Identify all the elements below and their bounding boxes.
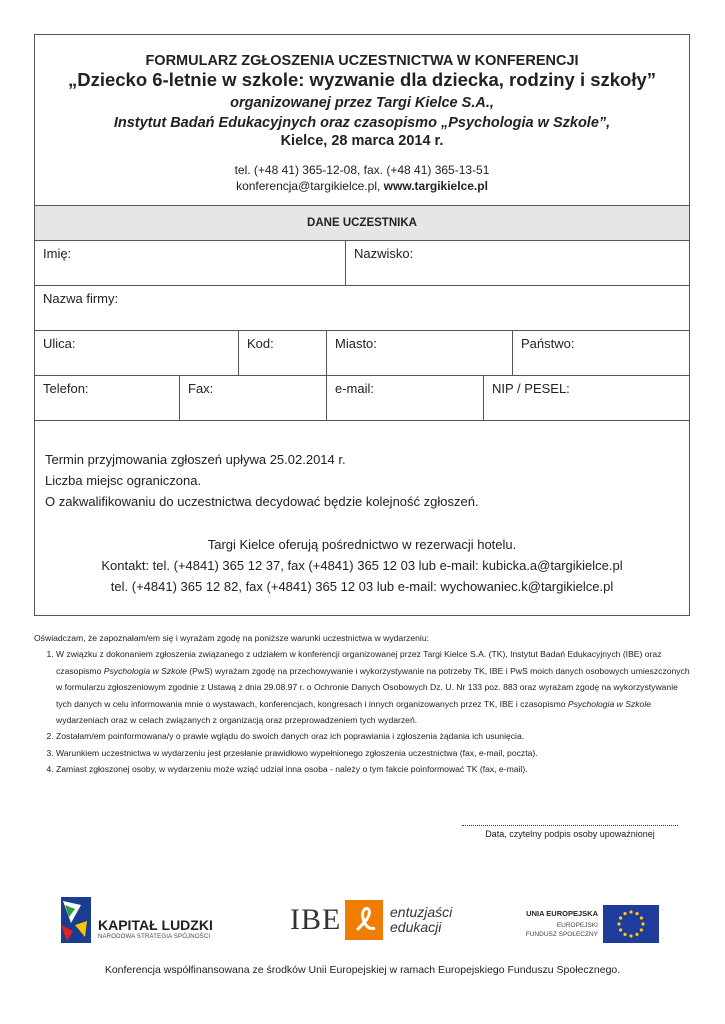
contact-email-web <box>35 179 689 193</box>
term-item: 2. Zostałam/em poinformowana/y o prawie wglądu do swoich danych oraz ich poprawiania i zgłoszenia żądania ich usunięcia. <box>56 728 694 744</box>
row-address <box>35 331 689 376</box>
field-city[interactable]: Miasto: <box>327 331 513 375</box>
registration-info <box>45 449 479 512</box>
contact-website[interactable]: www.targikielce.pl <box>383 179 488 193</box>
row-company <box>35 286 689 331</box>
signature-line[interactable] <box>462 825 678 826</box>
ibe-logo-text: IBE <box>290 903 342 936</box>
signature-caption: Data, czytelny podpis osoby upoważnionej <box>485 829 655 839</box>
kapital-ludzki-title: KAPITAŁ LUDZKI <box>98 917 213 933</box>
contact-email[interactable]: konferencja@targikielce.pl, <box>236 179 384 193</box>
field-country[interactable]: Państwo: <box>521 336 575 351</box>
eu-title: UNIA EUROPEJSKA <box>526 909 598 918</box>
info-limited: Liczba miejsc ograniczona. <box>45 473 202 488</box>
field-email[interactable]: e-mail: <box>327 376 484 420</box>
term-item: 4. Zamiast zgłoszonej osoby, w wydarzeniu może wziąć udział inna osoba - należy o tym fakcie poinformować TK (fax, e-mail). <box>56 761 694 777</box>
place-date: Kielce, 28 marca 2014 r. <box>280 133 444 149</box>
field-first-name[interactable]: Imię: <box>35 241 346 285</box>
field-company[interactable]: Nazwa firmy: <box>43 291 119 306</box>
kapital-ludzki-subtitle: NARODOWA STRATEGIA SPÓJNOŚCI <box>98 934 211 940</box>
conference-title: „Dziecko 6-letnie w szkole: wyzwanie dla dziecka, rodziny i szkoły” <box>67 69 657 90</box>
hotel-line-3: tel. (+4841) 365 12 82, fax (+4841) 365 12 03 lub e-mail: wychowaniec.k@targikielce.pl <box>110 579 614 594</box>
section-title: DANE UCZESTNIKA <box>35 205 689 241</box>
application-form-frame <box>34 34 690 616</box>
logos-bar <box>0 895 725 955</box>
eu-fund-text: EUROPEJSKI FUNDUSZ SPOŁECZNY <box>525 922 598 938</box>
ibe-logo-icon <box>345 900 383 940</box>
entuzjasci-edukacji-text: entuzjaści edukacji <box>390 904 453 935</box>
term-item: 1. W związku z dokonaniem zgłoszenia związanego z udziałem w konferencji organizowanej przez Targi Kielce S.A. (TK), Instytut Badań Edukacyjnych (IBE) oraz czasopismo Psychologia w Szkole (PwS) wyrażam zgodę na przechowywanie i wykorzystywanie na potrzeby TK, IBE i PwS moich danych osobowych umieszczonych w formularzu zgłoszeniowym zgodnie z Ustawą z dnia 29.08.97 r. o Ochronie Danych Osobowych Dz. U. Nr 133 poz. 883 oraz wyrażam zgodę na wykorzystywanie tych danych w celu informowania mnie o wystawach, konferencjach, kongresach i innych organizowanych przez TK, IBE i czasopismo Psychologia w Szkole wydarzeniach oraz w celach związanych z organizacją oraz przeprowadzeniem tych wydarzeń. <box>56 646 694 728</box>
row-contact <box>35 376 689 421</box>
info-order: O zakwalifikowaniu do uczestnictwa decydować będzie kolejność zgłoszeń. <box>45 494 479 509</box>
hotel-line-1: Targi Kielce oferują pośrednictwo w rezerwacji hotelu. <box>207 537 517 552</box>
term-item: 3. Warunkiem uczestnictwa w wydarzeniu jest przesłanie prawidłowo wypełnionego zgłoszenia uczestnictwa (fax, e-mail, poczta). <box>56 745 694 761</box>
hotel-line-2: Kontakt: tel. (+4841) 365 12 37, fax (+4841) 365 12 03 lub e-mail: kubicka.a@targikielce.pl <box>101 558 623 573</box>
form-title: FORMULARZ ZGŁOSZENIA UCZESTNICTWA W KONFERENCJI <box>145 53 579 69</box>
field-street[interactable]: Ulica: <box>35 331 239 375</box>
info-deadline: Termin przyjmowania zgłoszeń upływa 25.02.2014 r. <box>45 452 346 467</box>
eu-flag-icon <box>603 905 659 943</box>
terms-section <box>34 630 694 778</box>
kapital-ludzki-logo-icon <box>57 895 95 945</box>
contact-phone: tel. (+48 41) 365-12-08, fax. (+48 41) 365-13-51 <box>234 163 490 177</box>
field-last-name[interactable]: Nazwisko: <box>354 246 414 261</box>
co-organizer-line: Instytut Badań Edukacyjnych oraz czasopismo „Psychologia w Szkole”, <box>113 115 611 131</box>
footer-note: Konferencja współfinansowana ze środków Unii Europejskiej w ramach Europejskiego Funduszu Społecznego. <box>104 964 621 976</box>
row-name <box>35 241 689 286</box>
field-postcode[interactable]: Kod: <box>239 331 327 375</box>
field-nip-pesel[interactable]: NIP / PESEL: <box>492 381 570 396</box>
hotel-info <box>35 534 689 597</box>
organizer-line: organizowanej przez Targi Kielce S.A., <box>230 95 494 111</box>
signature-block <box>462 825 678 839</box>
field-phone[interactable]: Telefon: <box>35 376 180 420</box>
terms-intro: Oświadczam, że zapoznałam/em się i wyrażam zgodę na poniższe warunki uczestnictwa w wydarzeniu: <box>34 633 430 643</box>
field-fax[interactable]: Fax: <box>180 376 327 420</box>
terms-list <box>34 646 694 777</box>
